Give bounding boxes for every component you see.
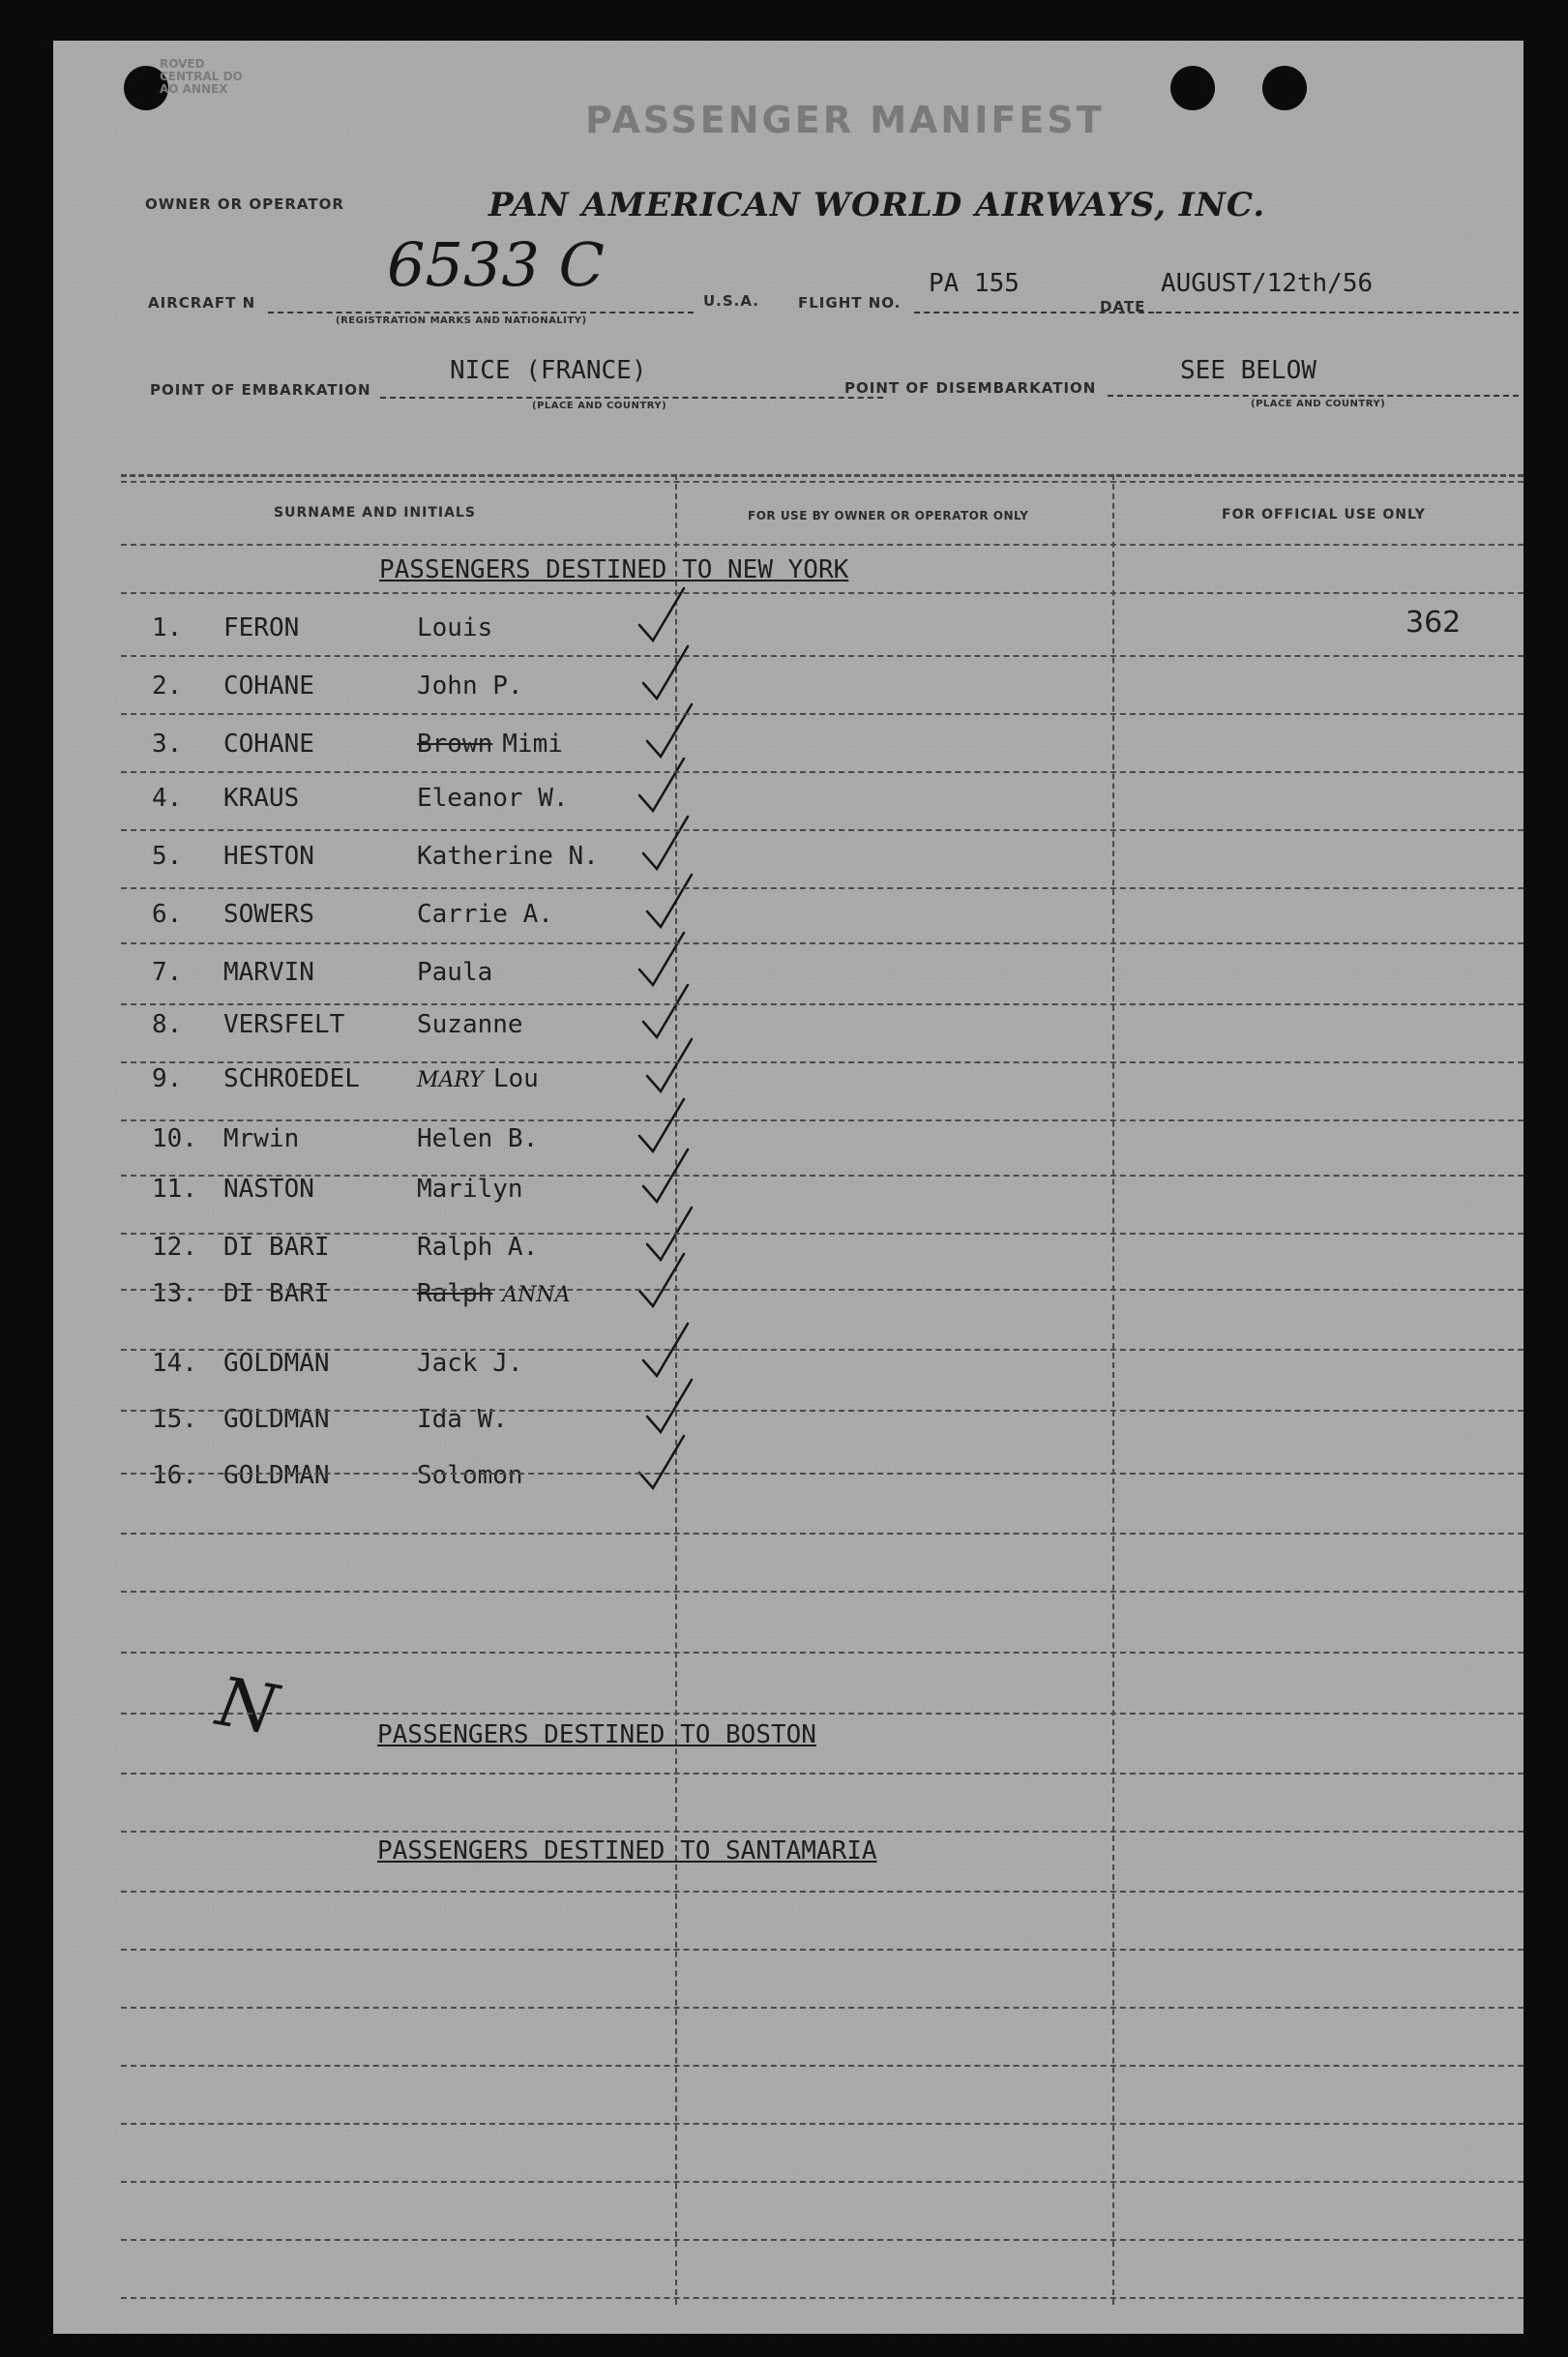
column-header-operator: FOR USE BY OWNER OR OPERATOR ONLY bbox=[748, 509, 1029, 522]
passenger-number: 2. bbox=[152, 671, 183, 701]
passenger-row bbox=[152, 671, 523, 701]
passenger-surname: HESTON bbox=[223, 842, 314, 871]
ruled-line bbox=[121, 2297, 1524, 2299]
passenger-surname: COHANE bbox=[223, 730, 314, 759]
official-number: 362 bbox=[1405, 606, 1462, 640]
date-value: AUGUST/12th/56 bbox=[1161, 269, 1374, 298]
passenger-given-name: Paula bbox=[417, 958, 493, 987]
ruled-line bbox=[121, 1119, 1524, 1121]
date-label: DATE bbox=[1100, 298, 1146, 315]
ruled-line bbox=[121, 1652, 1524, 1654]
ruled-line bbox=[121, 544, 1524, 546]
passenger-given-name: Ralph A. bbox=[417, 1233, 539, 1262]
passenger-surname: VERSFELT bbox=[223, 1010, 345, 1039]
manifest-sheet bbox=[53, 41, 1524, 2334]
ruled-line bbox=[121, 1003, 1524, 1005]
ruled-line bbox=[121, 771, 1524, 773]
aircraft-value: 6533 C bbox=[387, 229, 605, 300]
passenger-given-name: Carrie A. bbox=[417, 900, 553, 929]
ruled-line bbox=[121, 1473, 1524, 1475]
flight-value: PA 155 bbox=[929, 269, 1020, 298]
passenger-surname: SOWERS bbox=[223, 900, 314, 929]
embark-value: NICE (FRANCE) bbox=[450, 356, 647, 385]
passenger-given-name: Louis bbox=[417, 613, 493, 642]
usa-label: U.S.A. bbox=[703, 292, 759, 310]
passenger-surname: FERON bbox=[223, 613, 300, 642]
ruled-line bbox=[121, 655, 1524, 657]
column-header-surname: SURNAME AND INITIALS bbox=[274, 505, 476, 521]
embark-caption: (PLACE AND COUNTRY) bbox=[532, 401, 667, 411]
ruled-line bbox=[121, 1831, 1524, 1833]
passenger-row bbox=[152, 1279, 580, 1308]
passenger-number: 6. bbox=[152, 900, 183, 929]
page-title: PASSENGER MANIFEST bbox=[585, 99, 1105, 141]
ruled-line bbox=[121, 713, 1524, 715]
passenger-number: 3. bbox=[152, 730, 183, 759]
approval-stamp bbox=[160, 58, 243, 96]
stamp-line: ROVED bbox=[160, 57, 205, 71]
handwritten-given-name: MARY bbox=[417, 1068, 484, 1092]
passenger-surname: KRAUS bbox=[223, 784, 300, 813]
ruled-line bbox=[121, 887, 1524, 889]
passenger-given-name: Marilyn bbox=[417, 1175, 523, 1204]
section-boston: PASSENGERS DESTINED TO BOSTON bbox=[377, 1720, 816, 1749]
passenger-number: 4. bbox=[152, 784, 183, 813]
stamp-line: CENTRAL DO bbox=[160, 70, 243, 83]
passenger-given-name: Mimi bbox=[502, 730, 563, 759]
passenger-number: 7. bbox=[152, 958, 183, 987]
ruled-line bbox=[121, 2181, 1524, 2183]
passenger-given-name: Suzanne bbox=[417, 1010, 523, 1039]
disembark-value: SEE BELOW bbox=[1180, 356, 1317, 385]
passenger-row bbox=[152, 613, 492, 642]
ruled-line bbox=[121, 1591, 1524, 1593]
passenger-number: 8. bbox=[152, 1010, 183, 1039]
ruled-line bbox=[121, 592, 1524, 594]
ruled-line bbox=[121, 1533, 1524, 1535]
passenger-number: 5. bbox=[152, 842, 183, 871]
section-new-york: PASSENGERS DESTINED TO NEW YORK bbox=[379, 555, 849, 584]
passenger-surname: GOLDMAN bbox=[223, 1349, 330, 1378]
passenger-number: 15. bbox=[152, 1405, 197, 1434]
registration-caption: (REGISTRATION MARKS AND NATIONALITY) bbox=[336, 315, 587, 326]
struck-given-name: Brown bbox=[417, 730, 493, 759]
ruled-line bbox=[121, 1175, 1524, 1177]
passenger-given-name: Katherine N. bbox=[417, 842, 599, 871]
disembark-label: POINT OF DISEMBARKATION bbox=[844, 379, 1097, 397]
ruled-line bbox=[121, 1349, 1524, 1351]
passenger-given-name: Lou bbox=[492, 1064, 539, 1093]
punch-hole-mid bbox=[1170, 66, 1215, 110]
owner-label: OWNER OR OPERATOR bbox=[145, 195, 344, 213]
handwritten-given-name: ANNA bbox=[502, 1283, 571, 1307]
aircraft-label: AIRCRAFT N bbox=[148, 294, 256, 312]
passenger-number: 13. bbox=[152, 1279, 197, 1308]
passenger-row bbox=[152, 1349, 523, 1378]
passenger-row bbox=[152, 730, 563, 759]
punch-hole-right bbox=[1262, 66, 1307, 110]
passenger-row bbox=[152, 784, 569, 813]
passenger-given-name: Helen B. bbox=[417, 1124, 539, 1153]
passenger-given-name: John P. bbox=[417, 671, 523, 701]
passenger-given-name: Ida W. bbox=[417, 1405, 508, 1434]
check-mark-icon bbox=[634, 1432, 692, 1500]
passenger-surname: GOLDMAN bbox=[223, 1405, 330, 1434]
operator-name: PAN AMERICAN WORLD AIRWAYS, INC. bbox=[488, 186, 1266, 224]
ruled-line bbox=[121, 1233, 1524, 1235]
passenger-surname: SCHROEDEL bbox=[223, 1064, 360, 1093]
passenger-surname: DI BARI bbox=[223, 1233, 330, 1262]
ruled-line bbox=[121, 1289, 1524, 1291]
passenger-surname: GOLDMAN bbox=[223, 1461, 330, 1490]
ruled-line bbox=[121, 2007, 1524, 2009]
passenger-row bbox=[152, 1010, 523, 1039]
passenger-row bbox=[152, 1124, 538, 1153]
passenger-number: 16. bbox=[152, 1461, 197, 1490]
passenger-row bbox=[152, 842, 599, 871]
ruled-line bbox=[121, 1061, 1524, 1063]
ruled-line bbox=[121, 942, 1524, 944]
passenger-row bbox=[152, 1064, 539, 1093]
ruled-line bbox=[121, 2065, 1524, 2067]
margin-mark: N bbox=[211, 1661, 283, 1750]
passenger-row bbox=[152, 1175, 523, 1204]
ruled-line bbox=[121, 1949, 1524, 1951]
section-santamaria: PASSENGERS DESTINED TO SANTAMARIA bbox=[377, 1836, 877, 1865]
passenger-row bbox=[152, 958, 492, 987]
passenger-surname: COHANE bbox=[223, 671, 314, 701]
ruled-line bbox=[121, 2239, 1524, 2241]
passenger-number: 1. bbox=[152, 613, 183, 642]
passenger-given-name: Jack J. bbox=[417, 1349, 523, 1378]
ruled-line bbox=[121, 1410, 1524, 1412]
ruled-line bbox=[121, 2123, 1524, 2125]
passenger-row bbox=[152, 1461, 523, 1490]
stamp-line: AO ANNEX bbox=[160, 82, 228, 96]
embark-label: POINT OF EMBARKATION bbox=[150, 381, 371, 399]
passenger-row bbox=[152, 900, 553, 929]
passenger-number: 14. bbox=[152, 1349, 197, 1378]
passenger-number: 11. bbox=[152, 1175, 197, 1204]
flight-label: FLIGHT NO. bbox=[798, 294, 902, 312]
passenger-given-name: Solomon bbox=[417, 1461, 523, 1490]
ruled-line bbox=[121, 829, 1524, 831]
passenger-given-name: Eleanor W. bbox=[417, 784, 569, 813]
check-mark-icon bbox=[634, 1250, 692, 1318]
disembark-caption: (PLACE AND COUNTRY) bbox=[1251, 399, 1386, 409]
passenger-surname: MARVIN bbox=[223, 958, 314, 987]
column-header-official: FOR OFFICIAL USE ONLY bbox=[1222, 507, 1426, 522]
passenger-row bbox=[152, 1233, 538, 1262]
check-mark-icon bbox=[641, 1035, 699, 1103]
ruled-line bbox=[121, 1713, 1524, 1715]
passenger-number: 9. bbox=[152, 1064, 183, 1093]
ruled-line bbox=[121, 1891, 1524, 1893]
ruled-line bbox=[121, 1773, 1524, 1775]
passenger-surname: Mrwin bbox=[223, 1124, 300, 1153]
passenger-surname: NASTON bbox=[223, 1175, 314, 1204]
struck-given-name: Ralph bbox=[417, 1279, 493, 1308]
passenger-surname: DI BARI bbox=[223, 1279, 330, 1308]
passenger-number: 10. bbox=[152, 1124, 197, 1153]
passenger-number: 12. bbox=[152, 1233, 197, 1262]
